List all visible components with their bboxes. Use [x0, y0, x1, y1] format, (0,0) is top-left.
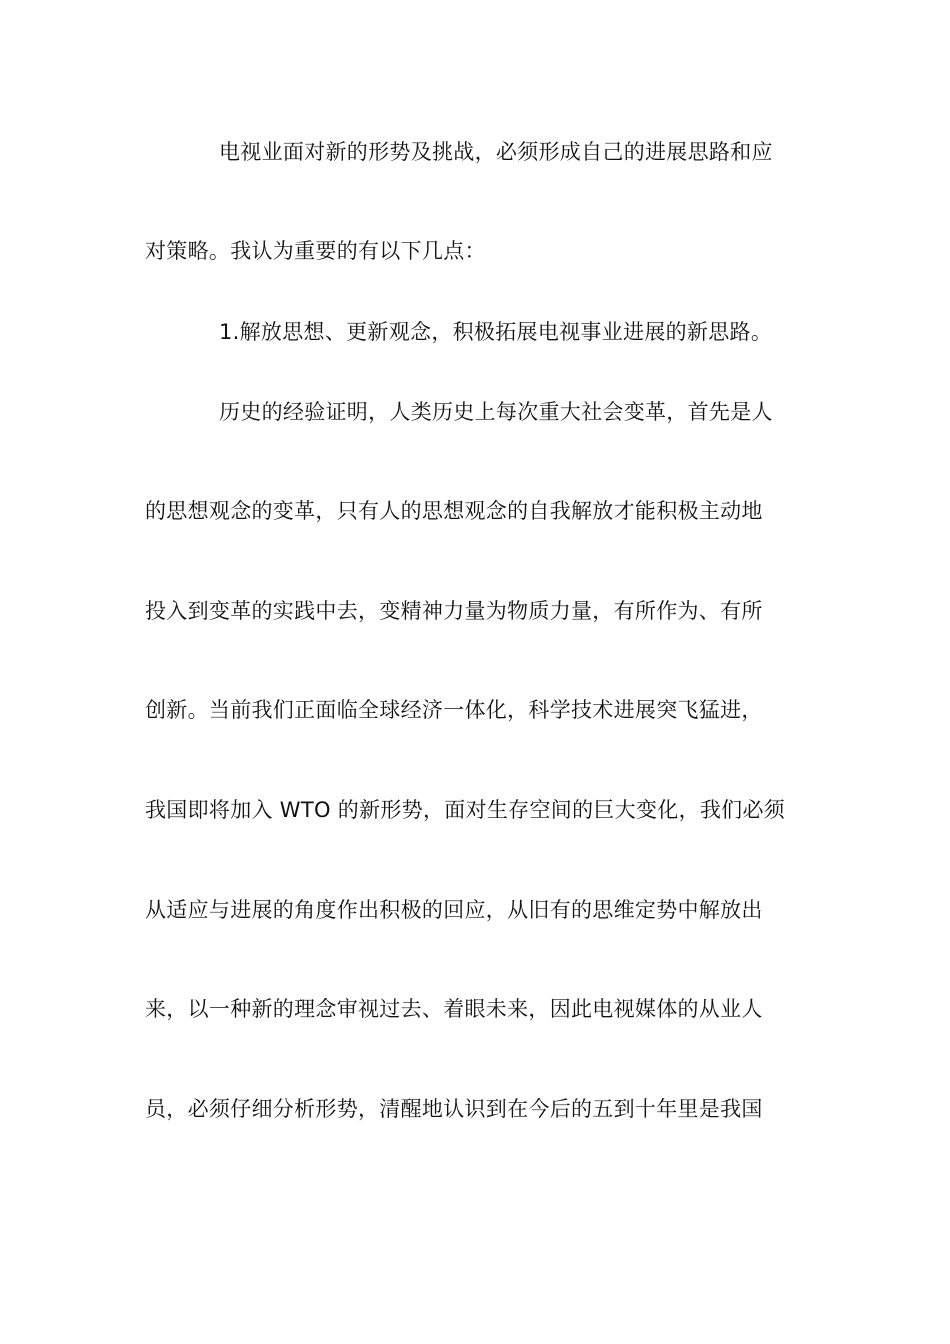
paragraph-1-line-2: 对策略。我认为重要的有以下几点：: [145, 239, 486, 263]
paragraph-2-line-6: 从适应与进展的角度作出积极的回应，从旧有的思维定势中解放出: [145, 898, 763, 922]
paragraph-2-line-8: 员，必须仔细分析形势，清醒地认识到在今后的五到十年里是我国: [145, 1097, 763, 1121]
section-heading-1: 1.解放思想、更新观念，积极拓展电视事业进展的新思路。: [219, 320, 773, 344]
paragraph-2-line-2: 的思想观念的变革，只有人的思想观念的自我解放才能积极主动地: [145, 499, 763, 523]
paragraph-1-line-1: 电视业面对新的形势及挑战，必须形成自己的进展思路和应: [219, 140, 773, 164]
paragraph-2-line-5: 我国即将加入 WTO 的新形势，面对生存空间的巨大变化，我们必须: [145, 798, 786, 822]
paragraph-2-line-3: 投入到变革的实践中去，变精神力量为物质力量，有所作为、有所: [145, 599, 763, 623]
paragraph-2-line-1: 历史的经验证明，人类历史上每次重大社会变革，首先是人: [219, 400, 773, 424]
paragraph-2-line-7: 来，以一种新的理念审视过去、着眼未来，因此电视媒体的从业人: [145, 997, 763, 1021]
paragraph-2-line-4: 创新。当前我们正面临全球经济一体化，科学技术进展突飞猛进，: [145, 698, 763, 722]
